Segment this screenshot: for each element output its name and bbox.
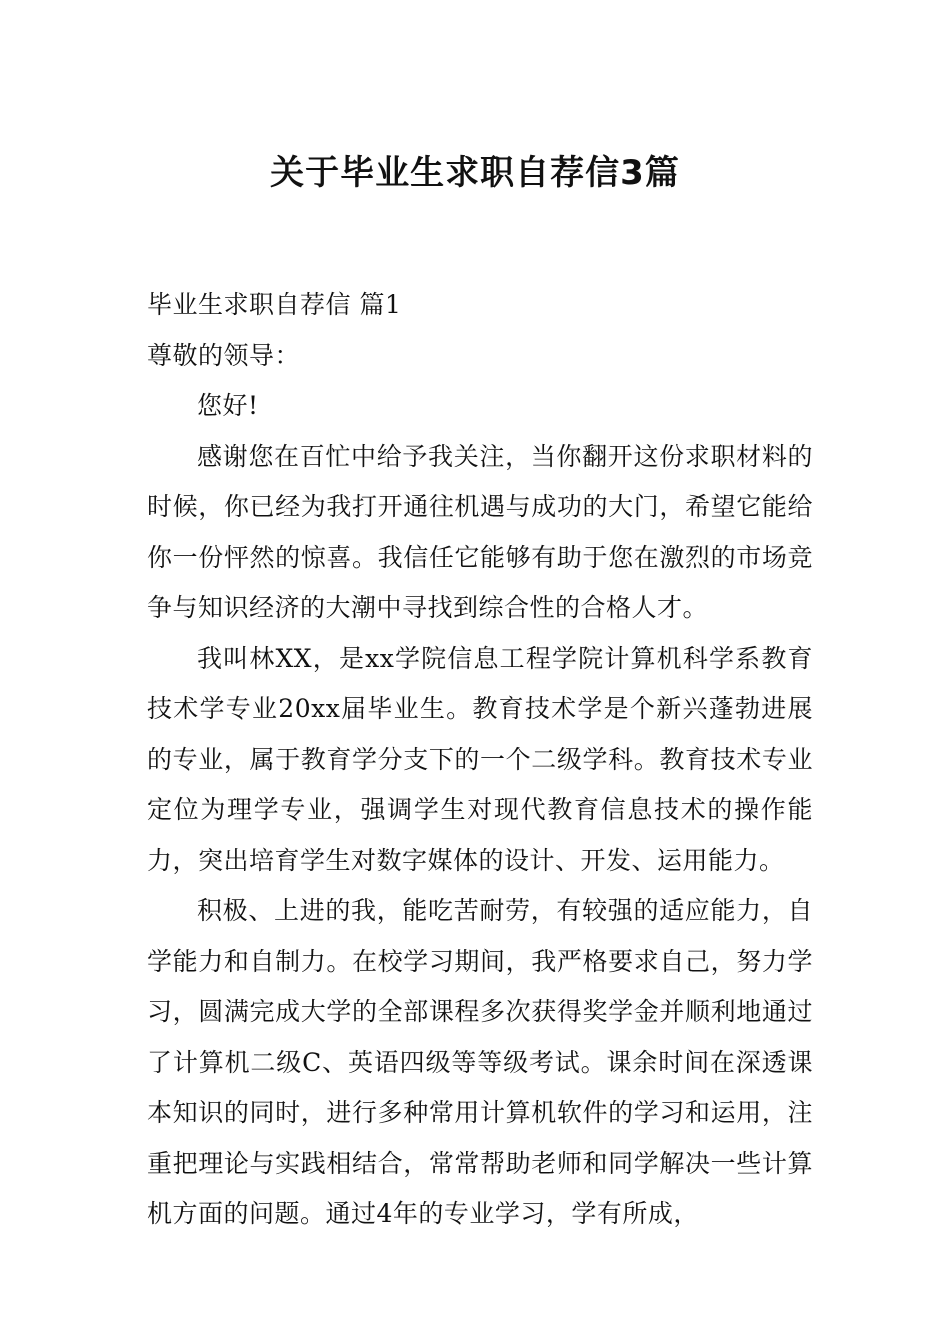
paragraph-background: 我叫林XX，是xx学院信息工程学院计算机科学系教育技术学专业20xx届毕业生。教育技术学是个新兴蓬勃进展的专业，属于教育学分支下的一个二级学科。教育技术专业定位为理学专业，强调学生对现代教育信息技术的操作能力，突出培育学生对数字媒体的设计、开发、运用能力。 [147, 643, 813, 875]
salutation: 尊敬的领导： [147, 340, 301, 370]
paragraph-intro: 感谢您在百忙中给予我关注，当你翻开这份求职材料的时候，你已经为我打开通往机遇与成功的大门，希望它能给你一份怦然的惊喜。我信任它能够有助于您在激烈的市场竞争与知识经济的大潮中寻找到综合性的合格人才。 [147, 441, 813, 622]
document-body [147, 280, 813, 1240]
paragraph-qualities: 积极、上进的我，能吃苦耐劳，有较强的适应能力，自学能力和自制力。在校学习期间，我严格要求自己，努力学习，圆满完成大学的全部课程多次获得奖学金并顺利地通过了计算机二级C、英语四级等等级考试。课余时间在深透课本知识的同时，进行多种常用计算机软件的学习和运用，注重把理论与实践相结合，常常帮助老师和同学解决一些计算机方面的问题。通过4年的专业学习，学有所成， [147, 896, 813, 1228]
document-title: 关于毕业生求职自荐信3篇 [270, 152, 680, 193]
section-heading: 毕业生求职自荐信 篇1 [147, 290, 402, 319]
greeting: 您好! [197, 391, 259, 420]
